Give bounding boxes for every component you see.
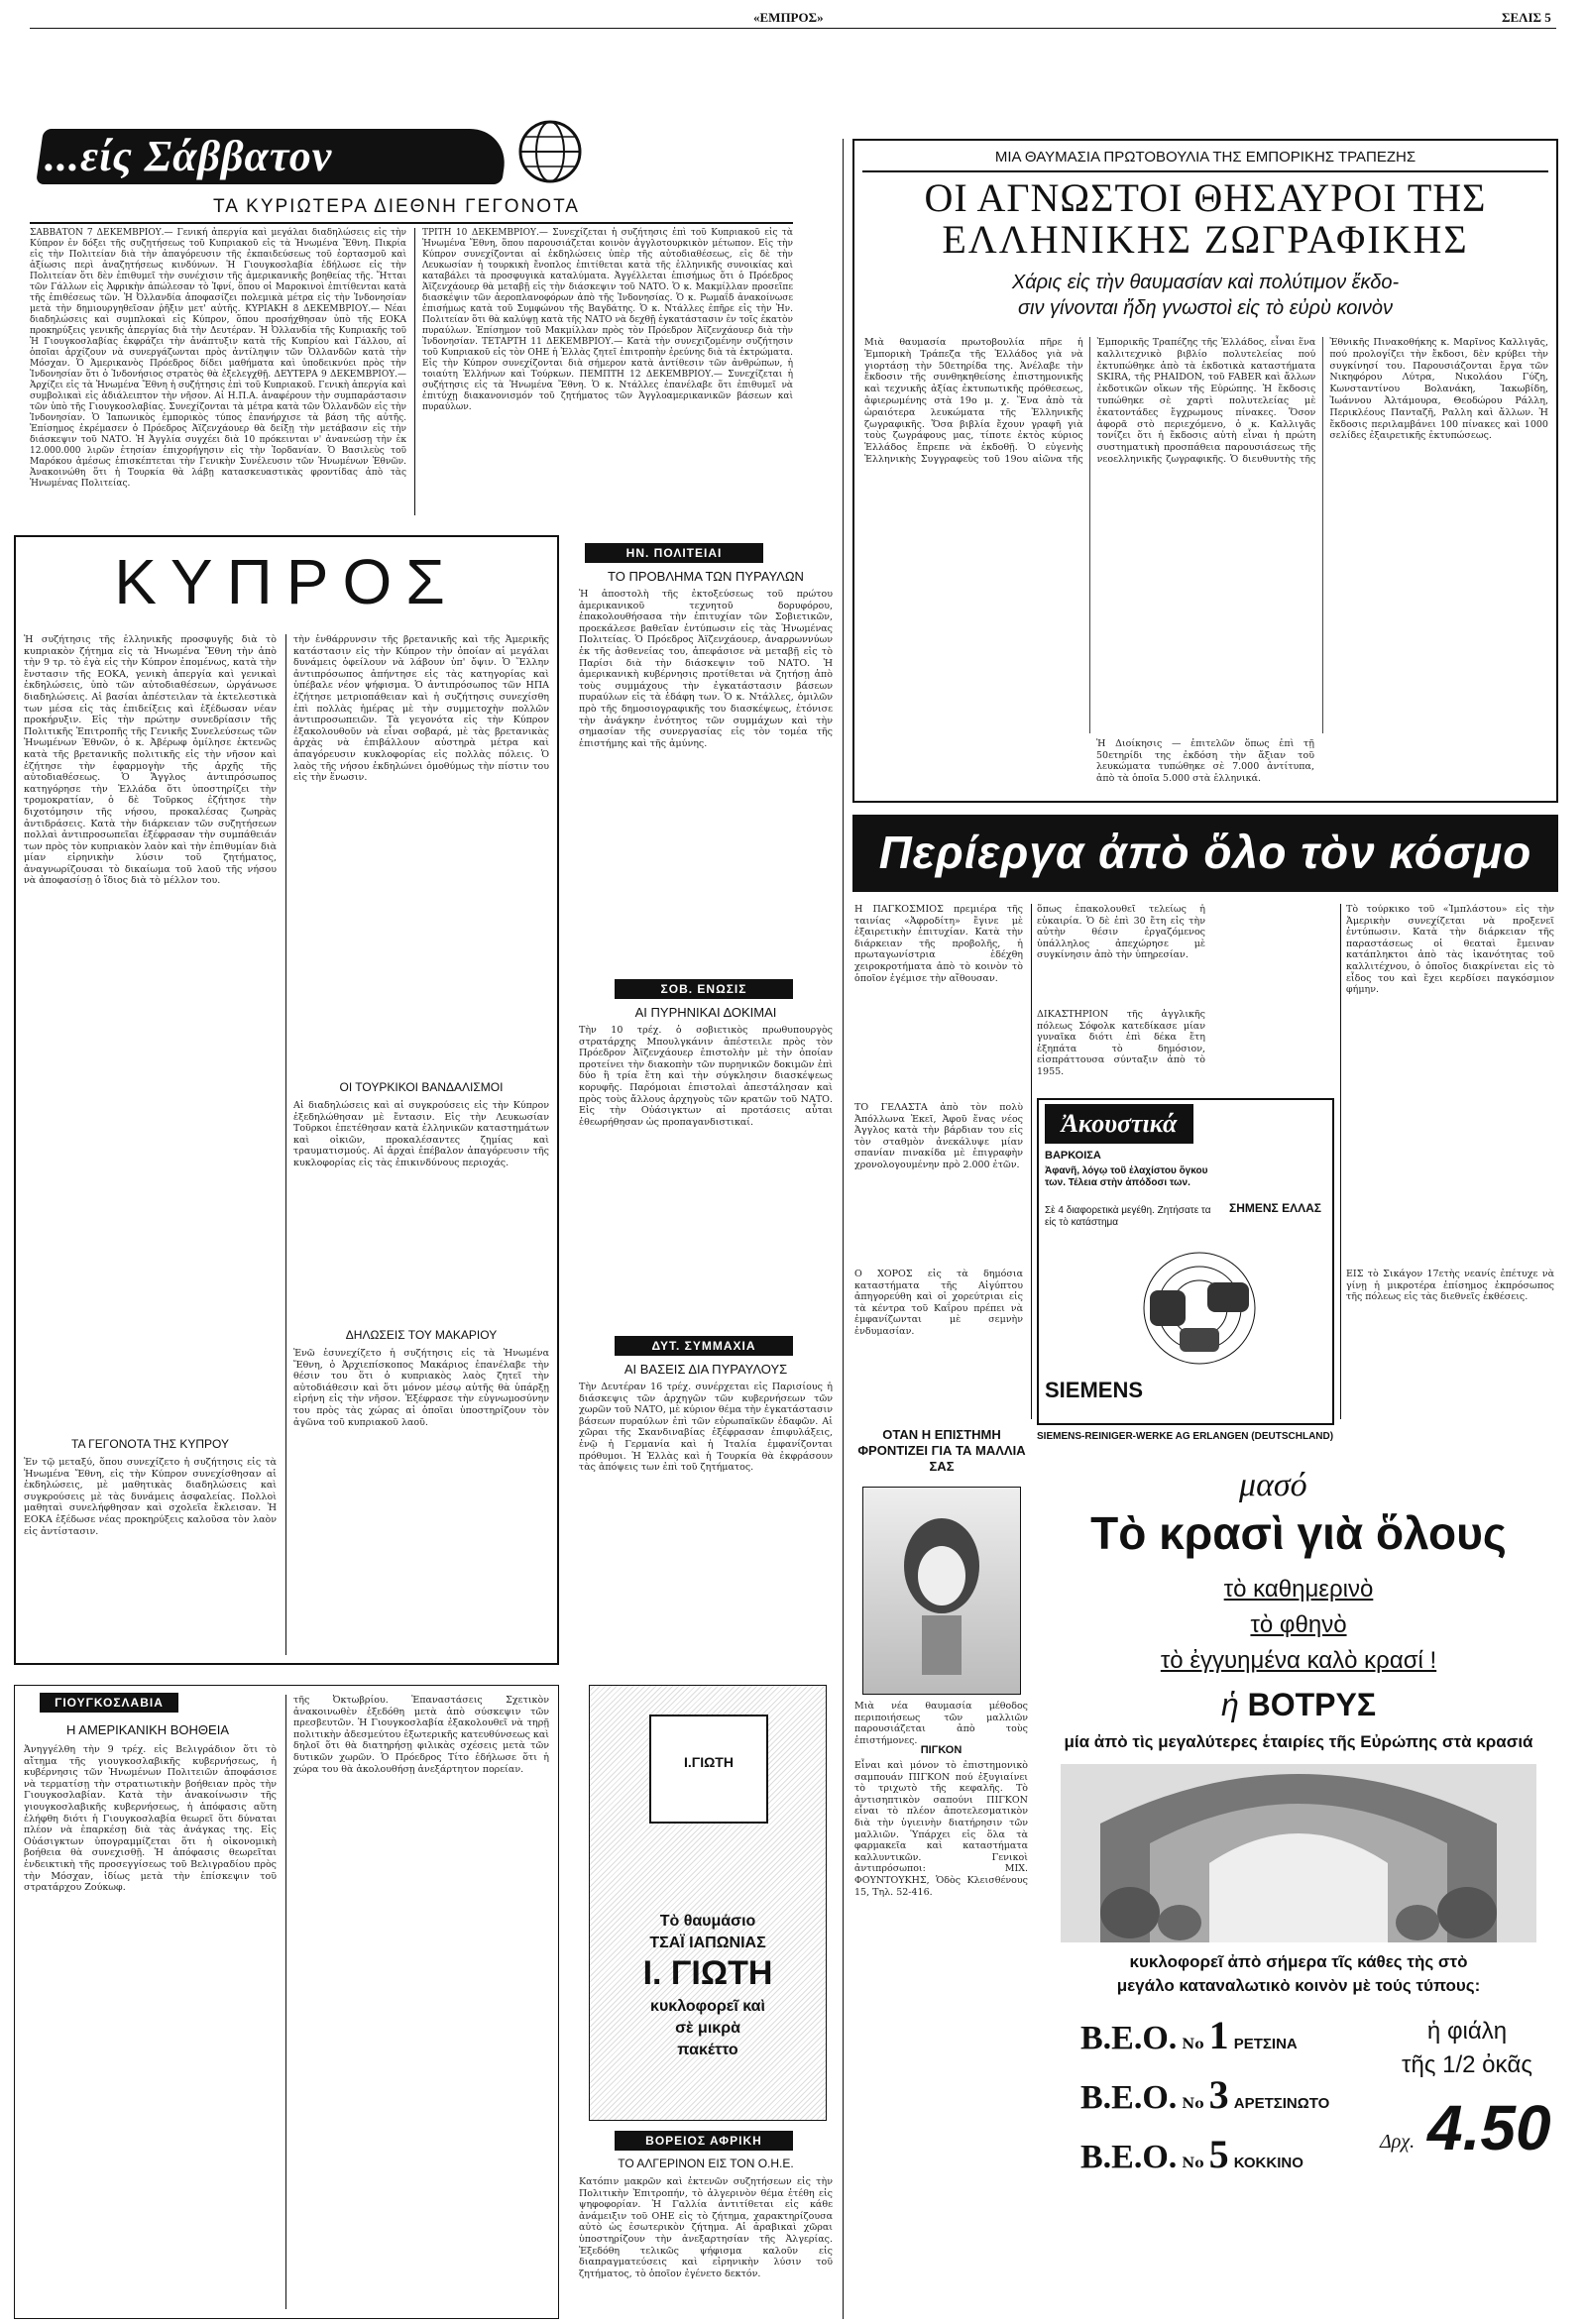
dyt-tag: ΔΥΤ. ΣΥΜΜΑΧΙΑ xyxy=(615,1336,793,1356)
algeria-tag: ΒΟΡΕΙΟΣ ΑΦΡΙΚΗ xyxy=(615,2131,793,2151)
woman-portrait-icon xyxy=(882,1506,1001,1675)
botrys-item-code: Β.Ε.Ο. xyxy=(1080,2079,1178,2116)
akoustika-store: ΣΗΜΕΝΣ ΕΛΛΑΣ xyxy=(1229,1201,1321,1215)
perierga-c1b: ΤΟ ΓΕΛΑΣΤΑ ἀπὸ τὸν πολὺ Ἀπόλλωνα Ἐκεῖ, Ἀφοῦ ἕνας νέος Ἀγγλος κατὰ τὴν βάρδιαν του εἰς τὸν σταθμὸν ἀνεκάλυψε μίαν σπανίαν πινακίδα μὲ ἐπιγραφὴν χρονολογουμένην πρὸ 2.000 ἐτῶν. xyxy=(854,1102,1023,1170)
botrys-item-name: ΚΟΚΚΙΝΟ xyxy=(1233,2155,1303,2171)
akoustika-l2: Σὲ 4 διαφορετικὰ μεγέθη. Ζητήσατε τα εἰς τὸ κατάστημα xyxy=(1045,1205,1211,1228)
sov-title: ΑΙ ΠΥΡΗΝΙΚΑΙ ΔΟΚΙΜΑΙ xyxy=(634,1005,777,1020)
botrys-l1: τὸ καθημερινὸ xyxy=(1223,1576,1374,1603)
siemens-brand: SIEMENS xyxy=(1045,1378,1144,1402)
perierga-c3b: ΕΙΣ τὸ Σικάγον 17ετὴς νεανίς ἐπέτυχε νὰ γίνῃ ἡ μικροτέρα ἐπίσημος ἐκπρόσωπος τῆς πόλεως εἰς τὰς διεθνεῖς ἐκθέσεις. xyxy=(1346,1269,1554,1303)
kypros-title: ΚΥΠΡΟΣ xyxy=(114,546,459,617)
botrys-item-1 xyxy=(1080,2012,1338,2055)
botrys-title: Τὸ κρασὶ γιὰ ὅλους xyxy=(1090,1507,1507,1559)
art-head1: ΟΙ ΑΓΝΩΣΤΟΙ ΘΗΣΑΥΡΟΙ ΤΗΣ xyxy=(924,175,1487,220)
paper-name: «ΕΜΠΡΟΣ» xyxy=(753,10,824,25)
pigkon-text: Εἶναι καὶ μόνον τὸ ἐπιστημονικὸ σαμπουάν ΠΙΓΚΟΝ πού ἐξυγιαίνει τὸ τριχωτὸ τῆς κεφαλῆς. Τὸ ἀντισηπτικὸν σαπούνι ΠΙΓΚΟΝ εἶναι τὸ πλέον ἀποτελεσματικὸν διὰ τὴν ὑγιεινὴν διατήρησιν τῶν μαλλιῶν. Ὑπάρχει εἰς ὅλα τὰ φαρμακεῖα καὶ καταστήματα καλλυντικῶν. Γενικοὶ ἀντιπρόσωποι: ΜΙΧ. ΦΟΥΝΤΟΥΚΗΣ, Ὁδὸς Κλεισθένους 15, Τηλ. 52-416. xyxy=(854,1760,1028,1898)
pigkon-head: ΠΙΓΚΟΝ xyxy=(920,1744,963,1756)
art-deck2: σιν γίνονται ἤδη γνωστοὶ εἰς τὸ εὐρὺ κοινὸν xyxy=(1018,297,1393,319)
art-kicker: ΜΙΑ ΘΑΥΜΑΣΙΑ ΠΡΩΤΟΒΟΥΛΙΑ ΤΗΣ ΕΜΠΟΡΙΚΗΣ ΤΡΑΠΕΖΗΣ xyxy=(994,149,1416,166)
art-text: Μιὰ θαυμασία πρωτοβουλία πῆρε ἡ Ἐμπορικὴ Τράπεζα τῆς Ἑλλάδος γιὰ νὰ γιορτάσῃ τὴν 50ετηρίδα της. Ἀνέλαβε τὴν ἔκδοσιν τῆς συνθηκηθείσης ἐπιστημονικῆς καὶ τεχνικῆς ἀξίας ἐκτυπωτικῆς πρόθεσεως, ἀφιερωμένης στὰ 19ο μ. χ. Ἕνα ἀπὸ τὰ ὡραιότερα λευκώματα τῆς Ἑλληνικῆς ζωγραφικῆς. Ὅσα βιβλία ἔχουν γραφῆ γιὰ τοὺς ζωγράφους μας, τίποτε ἐκτὸς κύριος Ἑλλάδος ἔπρεπε νὰ ἐκδοθῇ. Ὁ εὐγενὴς Ἑλληνικὴς Συγγραφεὺς τοῦ 19ου αἰῶνα τῆς Ἐμπορικῆς Τραπέζης τῆς Ἑλλάδος, εἶναι ἕνα καλλιτεχνικὸ βιβλίο πολυτελείας πού ἐκτυπώθηκε ἀπὸ τὰ ἐκδοτικὰ καταστήματα SKIRA, τῆς PHAIDON, τοῦ FABER καὶ ἄλλων ἐκδοτικῶν οἴκων τῆς Εὐρώπης. Ἡ ἔκδοσις τυπώθηκε σὲ χαρτὶ πολυτελείας μὲ ἑκατοντάδες ἔγχρωμους πίνακες. Ὅσον ἀφορᾶ στὸ περιεχόμενο, ὁ κ. Καλλιγᾶς τονίζει ὅτι ἡ ἔκδοσις αὐτὴ εἶναι ἡ πρώτη συστηματικὴ προσπάθεια παρουσιάσεως τῆς νεοελληνικῆς ζωγραφικῆς. Ὁ διευθυντὴς τῆς Ἐθνικῆς Πινακοθήκης κ. Μαρῖνος Καλλιγᾶς, πού προλογίζει τὴν ἔκδοσι, δὲν κρύβει τὴν συγκίνησί του. Παρουσιάζονται ἔργα τῶν Νικηφόρου Λύτρα, Νικολάου Γύζη, Κωνσταντίνου Βολανάκη, Ἰακωβίδη, Ἰωάννου Ἀλτάμουρα, Θεοδώρου Ράλλη, Περικλέους Πανταζῆ, Ραλλη καὶ ἄλλων. Ἡ ἔκδοσις περιλαμβάνει 100 πίνακες καὶ 1000 σελίδες ἐξαιρετικῆς ἐκτυπώσεως. xyxy=(864,337,1548,465)
botrys-item-no-label: Νο xyxy=(1182,2156,1204,2171)
nato-title: ΤΟ ΠΡΟΒΛΗΜΑ ΤΩΝ ΠΥΡΑΥΛΩΝ xyxy=(608,569,804,584)
hearing-aid-illustration xyxy=(1110,1249,1289,1368)
hair-caption-head: ΟΤΑΝ Η ΕΠΙΣΤΗΜΗ ΦΡΟΝΤΙΖΕΙ ΓΙΑ ΤΑ ΜΑΛΛΙΑ ΣΑΣ xyxy=(857,1427,1026,1474)
art-head2: ΕΛΛΗΝΙΚΗΣ ΖΩΓΡΑΦΙΚΗΣ xyxy=(942,217,1469,262)
yugo-text: Ἀνηγγέλθη τὴν 9 τρέχ. εἰς Βελιγράδιον ὅτι τὸ αἴτημα τῆς γιουγκοσλαβικῆς κυβερνήσεως, ἡ κυβέρνησις τῶν Ἡνωμένων Πολιτειῶν ἀποφάσισε νὰ τερματίσῃ τὴν στρατιωτικὴν βοήθειαν πρὸς τὴν Γιουγκοσλαβίαν. Κατὰ τὴν ἀνακοίνωσιν τῆς γιουγκοσλαβικῆς κυβερνήσεως, ἡ ἀπόφασις αὕτη ἐλήφθη διότι ἡ Γιουγκοσλαβία θεωρεῖ ὅτι δύναται πλέον νὰ ἐπαρκέσῃ διὰ τὰς ἀνάγκας της. Εἰς Οὐάσιγκτων ὑπογραμμίζεται ὅτι ἡ οἰκονομικὴ βοήθεια θὰ συνεχισθῇ. Ἡ ἀπόφασις θεωρεῖται ἐνδεικτικὴ τῆς προσεγγίσεως τοῦ Βελιγραδίου πρὸς τὴν Μόσχαν, ἰδίως μετὰ τὴν ἐπίσκεψιν τοῦ στρατάρχου Ζούκωφ. xyxy=(24,1744,277,1894)
kypros-col2: τὴν ἐνθάρρυνσιν τῆς βρετανικῆς καὶ τῆς Ἀμερικῆς κατάστασιν εἰς τὴν Κύπρον τὴν ὁποίαν αἱ μεγάλαι δυνάμεις ὀφείλουν νὰ λάβουν ὑπ' ὄψιν. Ὁ Ἕλλην ἀντιπρόσωπος ἀπήντησε εἰς τὰς κατηγορίας καὶ ὑπέβαλε νέον ψήφισμα. Ὁ ἀντιπρόσωπος τῶν ΗΠΑ ἐζήτησε μετριοπάθειαν καὶ ἡ συζήτησις συνεχίσθη ἐπὶ πολλὰς ἡμέρας μὲ τὴν συμμετοχὴν πολλῶν ἀντιπροσωπειῶν. Τὰ γεγονότα εἰς τὴν Κύπρον ἐξακολουθοῦν νὰ εἶναι σοβαρά, μὲ τὰς βρετανικὰς ἀρχὰς νὰ ἐπιβάλλουν αὐστηρὰ μέτρα καὶ ἀπαγόρευσιν κυκλοφορίας εἰς πολλὰς πόλεις. Ὁ λαὸς τῆς νήσου ἐκδηλώνει ὁμοθύμως τὴν πίστιν του εἰς τὴν ἕνωσιν. xyxy=(293,634,549,784)
yugo-tag: ΓΙΟΥΓΚΟΣΛΑΒΙΑ xyxy=(40,1693,178,1713)
perierga-div2 xyxy=(1340,904,1341,1419)
botrys-l3: τὸ ἐγγυημένα καλὸ κρασί ! xyxy=(1160,1647,1437,1674)
art-note: Ἡ Διοίκησις — ἐπιτελῶν ὅπως ἐπὶ τῇ 50ετηρίδι της ἐκδόση τὴν ἄξιαν τοῦ λευκώματα τυπώθηκε σὲ 7.000 ἀντίτυπα, ἀπὸ τὰ ὁποῖα 5.000 στὰ ἑλληνικά. xyxy=(1096,738,1314,784)
botrys-cta1: κυκλοφορεῖ ἀπὸ σήμερα τῖς κάθες τὴς στὸ xyxy=(1129,1952,1468,1971)
hair-caption: Μιὰ νέα θαυμασία μέθοδος περιποιήσεως τῶν μαλλιῶν παρουσιάζεται ἀπὸ τοὺς ἐπιστήμονες. xyxy=(854,1701,1028,1746)
botrys-script: μασό xyxy=(1239,1467,1307,1503)
dyt-text: Τὴν Δευτέραν 16 τρέχ. συνέρχεται εἰς Παρισίους ἡ διάσκεψις τῶν ἀρχηγῶν τῶν κυβερνήσεων τῶν χωρῶν τοῦ ΝΑΤΟ, μὲ κύριον θέμα τὴν ἐγκατάστασιν βάσεων πυραύλων ἐπὶ τῶν εὐρωπαϊκῶν ἐδαφῶν. Αἱ χῶραι τῆς Σκανδιναβίας ἐξέφρασαν ἐπιφυλάξεις, ἐνῷ ἡ Γερμανία καὶ ἡ Ἰταλία ἐμφανίζονται πρόθυμοι. Ἡ Ἑλλὰς καὶ ἡ Τουρκία θὰ ἐκφράσουν τὰς ἀπόψεις των ἐπὶ τοῦ ζητήματος. xyxy=(579,1382,833,1474)
perierga-c2: ὅπως ἐπακολουθεῖ τελείως ἡ εὐκαιρία. Ὁ δὲ ἐπὶ 30 ἔτη εἰς τὴν αὐτὴν θέσιν ἐργαζόμενος ὑπάλληλος ἀπεχώρησε μὲ συγκίνησιν ἀπὸ τὴν ὑπηρεσίαν. xyxy=(1037,904,1205,961)
siemens-footer: SIEMENS-REINIGER-WERKE AG ERLANGEN (DEUTSCHLAND) xyxy=(1037,1431,1334,1442)
perierga-c1c: Ο ΧΟΡΟΣ εἰς τὰ δημόσια καταστήματα τῆς Αἰγύπτου ἀπηγορεύθη καὶ οἱ χορεύτριαι εἰς τὰ κέντρα τοῦ Καΐρου πρέπει νὰ ἐμφανίζωνται μὲ σεμνὴν ἐνδυμασίαν. xyxy=(854,1269,1023,1337)
botrys-price: 4.50 xyxy=(1427,2092,1551,2163)
botrys-cta2: μεγάλο καταναλωτικὸ κοινὸν μὲ τούς τύπους: xyxy=(1116,1976,1481,1995)
sov-text: Τὴν 10 τρέχ. ὁ σοβιετικὸς πρωθυπουργὸς στρατάρχης Μπουλγκάνιν ἀπέστειλε πρὸς τὸν Πρόεδρον Ἀϊζενχάουερ ἐπιστολὴν μὲ τὴν ὁποίαν προτείνει τὴν διακοπὴν τῶν πυρηνικῶν δοκιμῶν ἐπὶ δύο ἢ τρία ἔτη καὶ τὴν σύγκλησιν διασκέψεως κορυφῆς. Παρόμοιαι ἐπιστολαὶ ἀπεστάλησαν καὶ πρὸς τοὺς ἄλλους ἀρχηγοὺς τῶν κρατῶν τοῦ ΝΑΤΟ. Εἰς τὴν Οὐάσιγκτων αἱ προτάσεις αὗται ἐθεωρήθησαν ὡς προπαγανδιστικαί. xyxy=(579,1025,833,1128)
akoustika-sub: ΒΑΡΚΟΙΣΑ xyxy=(1045,1150,1101,1162)
botrys-item-2 xyxy=(1080,2071,1358,2115)
algeria-text: Κατόπιν μακρῶν καὶ ἐκτενῶν συζητήσεων εἰς τὴν Πολιτικὴν Ἐπιτροπήν, τὸ ἀλγερινὸν θέμα ἐτέθη εἰς ψηφοφορίαν. Ἡ Γαλλία ἀντιτίθεται εἰς κάθε ἀνάμειξιν τοῦ ΟΗΕ εἰς τὸ ζήτημα, χαρακτηρίζουσα αὐτὸ ὡς ἐσωτερικὸν ζήτημα. Αἱ ἀραβικαὶ χῶραι ὑποστηρίζουν τὴν ἀνεξαρτησίαν τῆς Ἀλγερίας. Ἐξεδόθη τελικῶς ψήφισμα καλοῦν εἰς διαπραγματεύσεις καὶ εἰρηνικὴν λύσιν τοῦ ζητήματος, τὸ ὁποῖον ἐγένετο δεκτόν. xyxy=(579,2176,833,2279)
header-rule xyxy=(30,28,1556,29)
botrys-item-no: 5 xyxy=(1208,2132,1229,2176)
giotis-line1: Τὸ θαυμάσιο xyxy=(659,1913,756,1930)
botrys-item-name: ΡΕΤΣΙΝΑ xyxy=(1233,2036,1298,2052)
giotis-line3: κυκλοφορεῖ καὶ xyxy=(650,1998,765,2015)
algeria-title: ΤΟ ΑΛΓΕΡΙΝΟΝ ΕΙΣ ΤΟΝ Ο.Η.Ε. xyxy=(618,2157,794,2170)
botrys-item-no: 3 xyxy=(1208,2072,1229,2117)
giotis-brand: Ι. ΓΙΩΤΗ xyxy=(642,1954,773,1992)
botrys-brand-pre: ἡ xyxy=(1220,1687,1239,1722)
perierga-div1 xyxy=(1031,904,1032,1419)
nato-text: Ἡ ἀποστολὴ τῆς ἐκτοξεύσεως τοῦ πρώτου ἀμερικανικοῦ τεχνητοῦ δορυφόρου, ἐπακολουθήσασα τὴν ἐπιτυχίαν τῶν Σοβιετικῶν, προεκάλεσε βαθεῖαν ἐντύπωσιν εἰς τὰς Ἡνωμένας Πολιτείας. Ὁ Πρόεδρος Ἀϊζενχάουερ, ἀναρρωννύων ἐκ τῆς ἀσθενείας του, ἀπεφάσισε νὰ μεταβῇ εἰς τὸ Παρίσι διὰ τὴν διάσκεψιν τοῦ ΝΑΤΟ. Ἡ ἀμερικανικὴ κυβέρνησις προτίθεται νὰ ζητήσῃ ἀπὸ τοὺς συμμάχους τὴν ἐγκατάστασιν βάσεων πυραύλων εἰς τὰ ἐδάφη των. Ὁ κ. Ντάλλες, ὁμιλῶν πρὸ τῆς δημοσιογραφικῆς του διασκέψεως, ἐτόνισε τὴν ἀνάγκην ἑνότητος τῶν συμμάχων καὶ τὴν σημασίαν τῆς συνεργασίας εἰς τὸν τομέα τῆς ἐπιστήμης καὶ τῆς ἀμύνης. xyxy=(579,589,833,749)
perierga-c1: Η ΠΑΓΚΟΣΜΙΟΣ πρεμιέρα τῆς ταινίας «Ἀφροδίτη» ἔγινε μὲ ἐξαιρετικὴν ἐπιτυχίαν. Κατὰ τὴν διάρκειαν τῆς προβολῆς, ἡ πρωταγωνίστρια ἐδέχθη χειροκροτήματα ἀπὸ τὸ κοινὸν τὸ ὁποῖον ἐγέμισε τὴν αἴθουσαν. xyxy=(854,904,1023,984)
gegonota-text: Ἐν τῷ μεταξύ, ὅπου συνεχίζετο ἡ συζήτησις εἰς τὰ Ἡνωμένα Ἔθνη, εἰς τὴν Κύπρον συνεχίσθησαν αἱ ἐκδηλώσεις, μὲ μαθητικὰς διαδηλώσεις καὶ συγκρούσεις μὲ τὰς δυνάμεις ἀσφαλείας. Πολλοὶ μαθηταὶ συνελήφθησαν καὶ σχολεῖα ἔκλεισαν. Ἡ ΕΟΚΑ ἐξέδωσε νέας προκηρύξεις καλοῦσα τὸν λαὸν εἰς ἀντίστασιν. xyxy=(24,1457,277,1537)
perierga-banner-title: Περίεργα ἀπὸ ὅλο τὸν κόσμο xyxy=(878,827,1532,878)
page-number: ΣΕΛΙΣ 5 xyxy=(1502,10,1551,25)
botrys-item-code: Β.Ε.Ο. xyxy=(1080,2020,1178,2056)
sabbaton-right-text: ΤΡΙΤΗ 10 ΔΕΚΕΜΒΡΙΟΥ.— Συνεχίζεται ἡ συζήτησις ἐπὶ τοῦ Κυπριακοῦ εἰς τὰ Ἡνωμένα Ἔθνη, ὅπου παρουσιάζεται κοινὸν ἀγγλοτουρκικὸν μέτωπον. Εἰς τὴν Κύπρον συνεχίζονται αἱ ἐκδηλώσεις ὑπὲρ τῆς αὐτοδιαθέσεως, εἰς δὲ τὴν Λευκωσίαν ἡ τουρκικὴ ἔνοπλος ἐπιτίθεται κατὰ τῆς ἑλληνικῆς συνοικίας καὶ καταβάλει τὰ προσφυγικὰ καταλύματα. Ἀγγέλλεται ἐπισήμως ὅτι ὁ Πρόεδρος Ἀϊζενχάουερ θὰ μεταβῇ εἰς τὴν διάσκεψιν τοῦ ΝΑΤΟ. Ὁ κ. Μακμίλλαν προσεῖπε διασκέψιν τῶν ἀεροπλανοφόρων ἀπὸ τῆς Ἰνδονησίας. Ὁ κ. Ρωμαΐδ ἀνακοίνωσε ἐπισήμως κατὰ τοῦ Συμφώνου τῆς Βαγδάτης. Ὁ κ. Ντάλλες ἐπῆρε εἰς τὴν Ἡν. Πολιτείαν ὅτι θὰ καλύψῃ κατὰ τῆς ΝΑΤΟ νὰ δεχθῇ ἐγκατάστασιν ἐν τοῖς ἑκατὸν πυραύλων. Ἐπίσημον τοῦ Μακμίλλαν πρὸς τὸν Πρόεδρον Ἀϊζενχάουερ διὰ τὴν Ἰνδονησίαν. ΤΕΤΑΡΤΗ 11 ΔΕΚΕΜΒΡΙΟΥ.— Κατὰ τὴν συνεχιζομένην συζήτησιν τοῦ Κυπριακοῦ εἰς τὸν ΟΗΕ ἡ Ἑλλὰς ζητεῖ ἐπιτροπὴν ἐρεύνης διὰ τὰ ἐκτρώματα. Εἰς τὴν Κύπρον συνεχίζονται διὰ σήμερον κατὰ ἀντίθεσιν τῶν ἀνθρώπων, ἡ τοιαύτη Ἑλλήνων καὶ Τούρκων. ΠΕΜΠΤΗ 12 ΔΕΚΕΜΒΡΙΟΥ.— Συνεχίζεται ἡ συζήτησις εἰς τὰ Ἡνωμένα Ἔθνη. Ὁ κ. Ντάλλες ἐπανέλαβε ὅτι ἐπιθυμεῖ νὰ ἐπιτύχῃ διακανονισμόν τοῦ ζητήματος τῶν Ἀγγλοαμερικανικῶν βάσεων καὶ πυραύλων. xyxy=(422,228,793,412)
art-kicker-rule xyxy=(862,170,1548,172)
botrys-price-prefix: Δρχ. xyxy=(1380,2131,1416,2153)
kypros-divider xyxy=(285,634,286,1655)
giotis-line4: σὲ μικρὰ xyxy=(675,2020,740,2037)
nato-tag: ΗΝ. ΠΟΛΙΤΕΙΑΙ xyxy=(585,543,763,563)
sabbaton-divider xyxy=(414,228,415,515)
botrys-item-code: Β.Ε.Ο. xyxy=(1080,2139,1178,2175)
kypros-col1: Ἡ συζήτησις τῆς ἑλληνικῆς προσφυγῆς διὰ τὸ κυπριακὸν ζήτημα εἰς τὰ Ἡνωμένα Ἔθνη τὴν ἀπὸ τὴν 9 τρ. τὸ ἑγὰ εἰς τὴν Κύπρον ἐπομένως, κατὰ τὴν ἔνστασιν τῆς ΕΟΚΑ, γενικὴ ἀπεργία καὶ γενικαὶ ἐκδηλώσεις, ὑπὸ τῶν αὐτοδιαθέσεων, ὠργάνωσε διαδηλώσεις. Αἱ βασίαι ἀπέστειλαν τὰ ἐκτελεστικὰ των μέσα εἰς τὰς ἐπιδείξεις καὶ ἐξέδωσαν νέαν προκήρυξιν. Εἰς τὴν πρώτην συνεδρίασιν τῆς Πολιτικῆς Ἐπιτροπῆς τῆς Γενικῆς Συνελεύσεως τῶν Ἡνωμένων Ἐθνῶν, ὁ κ. Ἀβέρωφ ὁμίλησε ἐκτενῶς κατὰ τῆς βρετανικῆς πολιτικῆς εἰς τὴν νῆσον καὶ ἐζήτησε τὴν ἐφαρμογὴν τῆς ἀρχῆς τῆς αὐτοδιαθέσεως. Ὁ Ἄγγλος ἀντιπρόσωπος κατηγόρησε τὴν Ἑλλάδα ὅτι ὑποστηρίζει τὴν τρομοκρατίαν, ὁ δὲ Τοῦρκος ἐζήτησε τὴν διχοτόμησιν τῆς νήσου, προκαλέσας ζωηρὰς ἀντιδράσεις. Κατὰ τὴν διάρκειαν τῶν συζητήσεων πολλαὶ ἀντιπροσωπεῖαι ἐξέφρασαν τὴν συμπάθειάν των πρὸς τὸν κυπριακὸν λαὸν καὶ τὴν ἐπιθυμίαν διὰ μίαν εἰρηνικὴν λύσιν τοῦ ζητήματος, ἀναγνωρίζουσαι τὸ δικαίωμα τοῦ λαοῦ τῆς νήσου νὰ ἀποφασίσῃ ὁ ἴδιος διὰ τὸ μέλλον του. xyxy=(24,634,277,887)
botrys-item-no: 1 xyxy=(1208,2013,1229,2057)
tourkikoi-head: ΟΙ ΤΟΥΡΚΙΚΟΙ ΒΑΝΔΑΛΙΣΜΟΙ xyxy=(339,1080,504,1094)
makarios-text: Ἐνῶ ἐσυνεχίζετο ἡ συζήτησις εἰς τὰ Ἡνωμένα Ἔθνη, ὁ Ἀρχιεπίσκοπος Μακάριος ἐπανέλαβε τὴν θέσιν του ὅτι ὁ κυπριακὸς λαὸς ζητεῖ τὴν αὐτοδιάθεσιν καὶ ὅτι μόνον μέσῳ αὐτῆς θὰ ὑπάρξῃ εἰρήνη εἰς τὴν νῆσον. Ἐξέφρασε τὴν εὐγνωμοσύνην του πρὸς τὰς χώρας αἱ ὁποῖαι ὑποστηρίζουν τὸν ἀγῶνα τοῦ κυπριακοῦ λαοῦ. xyxy=(293,1348,549,1428)
botrys-item-no-label: Νο xyxy=(1182,2096,1204,2112)
globe-icon xyxy=(515,117,585,186)
botrys-tagline: μία ἀπὸ τὶς μεγαλύτερες ἑταιρίες τῆς Εὐρώπης στὰ κρασιά xyxy=(1064,1732,1533,1751)
wine-cellar-illustration xyxy=(1061,1764,1536,1942)
sabbaton-rule xyxy=(30,222,793,224)
botrys-item-name: ΑΡΕΤΣΙΝΩΤΟ xyxy=(1233,2095,1330,2112)
botrys-price-label2: τῆς 1/2 ὀκᾶς xyxy=(1402,2051,1532,2078)
akoustika-l1: Ἀφανῆ, λόγῳ τοῦ ἐλαχίστου ὄγκου των. Τέλεια στὴν ἀπόδοσι των. xyxy=(1045,1165,1208,1188)
botrys-price-label1: ἡ φιάλη xyxy=(1426,2018,1508,2045)
art-deck1: Χάρις εἰς τὴν θαυμασίαν καὶ πολύτιμον ἔκδο- xyxy=(1011,272,1400,293)
sabbaton-banner-title: ...είς Σάββατον xyxy=(45,132,333,180)
makarios-head: ΔΗΛΩΣΕΙΣ ΤΟΥ ΜΑΚΑΡΙΟΥ xyxy=(345,1328,498,1342)
gegonota-head: ΤΑ ΓΕΓΟΝΟΤΑ ΤΗΣ ΚΥΠΡΟΥ xyxy=(71,1437,229,1451)
botrys-l2: τὸ φθηνὸ xyxy=(1250,1611,1347,1638)
botrys-item-no-label: Νο xyxy=(1182,2037,1204,2052)
perierga-c3: Τὸ τούρκικο τοῦ «Ἰμπλάστου» εἰς τὴν Ἀμερικὴν συνεχίζεται νὰ προξενεῖ ἐντύπωσιν. Κατὰ τὴν διάρκειαν τῆς παραστάσεως οἱ θεαταὶ ἔμειναν κατάπληκτοι ἀπὸ τὰς ἱκανότητας τοῦ καλλιτέχνου, ὁ ὁποῖος διακρίνεται εἰς τὸ εἶδος του καὶ ἔχει κερδίσει παγκόσμιον φήμην. xyxy=(1346,904,1554,996)
sov-tag: ΣΟΒ. ΕΝΩΣΙΣ xyxy=(615,979,793,999)
botrys-brand: ΒΟΤΡΥΣ xyxy=(1247,1687,1377,1722)
giotis-line2: ΤΣΑΪ ΙΑΠΩΝΙΑΣ xyxy=(649,1935,766,1951)
akoustika-title: Ἀκουστικά xyxy=(1045,1104,1193,1144)
botrys-brand-line xyxy=(1041,1687,1556,1723)
dyt-title: ΑΙ ΒΑΣΕΙΣ ΔΙΑ ΠΥΡΑΥΛΟΥΣ xyxy=(623,1362,788,1377)
giotis-box-brand: Ι.ΓΙΩΤΗ xyxy=(684,1754,734,1770)
sabbaton-subtitle: ΤΑ ΚΥΡΙΩΤΕΡΑ ΔΙΕΘΝΗ ΓΕΓΟΝΟΤΑ xyxy=(213,196,580,217)
botrys-item-3 xyxy=(1080,2131,1358,2174)
yugo-text2: τῆς Ὀκτωβρίου. Ἐπαναστάσεις Σχετικὸν ἀνακοινωθὲν ἐξεδόθη μετὰ ἀπὸ σύσκεψιν τῶν πρεσβευτῶν. Ἡ Γιουγκοσλαβία ἐξακολουθεῖ νὰ τηρῇ πολιτικὴν ἀδεσμεύτου ἐξωτερικῆς κατευθύνσεως καὶ δηλοῖ ὅτι θὰ διατηρήσῃ φιλικὰς σχέσεις μετὰ τῶν δυτικῶν χωρῶν. Ὁ Πρόεδρος Τίτο ἐδήλωσε ὅτι ἡ χώρα του θὰ ἀκολουθήσῃ ἀνεξάρτητον πορείαν. xyxy=(293,1695,549,1775)
tourkikoi-text: Αἱ διαδηλώσεις καὶ αἱ συγκρούσεις εἰς τὴν Κύπρον ἐξεδηλώθησαν μὲ ἔντασιν. Εἰς τὴν Λευκωσίαν Τοῦρκοι ἐπετέθησαν κατὰ ἑλληνικῶν καταστημάτων καὶ οἰκιῶν, προκαλέσαντες ζημίας καὶ τραυματισμούς. Αἱ ἀρχαὶ ἐπέβαλον ἀπαγόρευσιν τῆς κυκλοφορίας εἰς τὰς ἐπικινδύνους περιοχάς. xyxy=(293,1100,549,1168)
yugo-title: Η ΑΜΕΡΙΚΑΝΙΚΗ ΒΟΗΘΕΙΑ xyxy=(66,1722,229,1737)
giotis-line5: πακέττο xyxy=(677,2042,738,2058)
center-rule xyxy=(843,139,844,2319)
yugo-divider xyxy=(285,1695,286,2309)
sabbaton-left-text: ΣΑΒΒΑΤΟΝ 7 ΔΕΚΕΜΒΡΙΟΥ.— Γενική ἀπεργία καὶ μεγάλαι διαδηλώσεις εἰς τὴν Κύπρον ἐν δόξει τῆς συζητήσεως τοῦ Κυπριακοῦ εἰς τὰ Ἡνωμένα Ἔθνη. Πικρία εἰς τὴν Πολιτείαν διὰ τὴν ἀπαγόρευσιν τῆς ἐκπαιδεύσεως τοῦ ἑορτασμοῦ καὶ ἀξίωσις περὶ ἀναζητήσεως κινδύνων. Ἡ Γιουγκοσλαβία ἐδήλωσε εἰς τὴν Πολιτείαν ὅτι δὲν ἐπιθυμεῖ τὴν συνέχισιν τῆς ἀμερικανικῆς βοηθείας τῆς. Ἤτται τῶν Γάλλων εἰς Ἀφρικὴν ἀπώλεσαν τὸ Ἰφνί, ὅπου οἱ Μαροκινοὶ ἐπιτίθενται κατὰ τῆς ἐπιθέσεως τῶν. Ἡ Ὀλλανδία ἀποφασίζει πολεμικὰ μέτρα εἰς τὴν Ἰνδονησίαν μετὰ τὴν δημιουργηθεῖσαν ῥῆξιν μετ' αὐτῆς. ΚΥΡΙΑΚΗ 8 ΔΕΚΕΜΒΡΙΟΥ.— Νέαι διαδηλώσεις καὶ συμπλοκαὶ εἰς Κύπρον, ὅπου προσήχθησαν ὑπὸ τῆς ΕΟΚΑ προκηρύξεις γενικῆς ἀπεργίας διὰ τὴν Δευτέραν. Ἡ Ὀλλανδία τῆς Κυπριακῆς τοῦ Ἡ Γιουγκοσλαβίας ἐκφράζει τὴν ἀνάπτυξιν κατὰ τῆς Κυπρίου καὶ Γάλλου, αἱ ὁποῖαι ἀρχίζουν νὰ συνεργάζωνται πρὸς ἀντίληψιν τῶν Ὀλλανδῶν κατὰ τὴν Μόσχαν. Ὁ Ἀμερικανὸς Πρόεδρος δίδει μαθήματα καὶ ὑποδεικνύει πρὸς τὴν Ἰνδονησίαν ὅτι ὁ Ἰνδονήσιος στρατὸς θὰ ἐξελεγχθῇ. ΔΕΥΤΕΡΑ 9 ΔΕΚΕΜΒΡΙΟΥ.— Ἀρχίζει εἰς τὰ Ἡνωμένα Ἔθνη ἡ συζήτησις ἐπὶ τοῦ Κυπριακοῦ. Γενικὴ ἀπεργία καὶ συμβολικαὶ εἰς ἀδιάλειπτον τὴν νῆσον. Αἱ Η.Π.Α. ἀναφέρουν τὴν συμπαράστασιν τῶν ὑπὸ τῆς Γιουγκοσλαβίας. Συνεχίζονται τὰ μέτρα κατὰ τῶν Ὀλλανδῶν εἰς τὴν Ἰνδονησίαν. Ὁ Ἰαπωνικὸς ἐμπορικὸς τύπος ἐπανήρχισε τὰ βάση τῆς αὐτῆς. Ἐπίσημος ἐκρέμασεν ὁ Πρόεδρος Ἀϊζενχάουερ θὰ δείξῃ τὴν μετάβασιν εἰς τὴν διάσκεψιν τοῦ ΝΑΤΟ. Ἡ Ἀγγλία συγχέει διὰ 10 πρόκεινται ν' ἀνανεώσῃ τὴν ἐκ 12.000.000 λιρῶν ἐτησίαν ἐπιχορήγησιν εἰς τὴν Ἰορδανίαν. Ὁ Βασιλεὺς τοῦ Μαρόκου ἀμέσως ἐπισκέπτεται τὴν Γενικὴν Συνέλευσιν τῶν Ἡνωμένων Ἐθνῶν. Ἀνακοινώθη ὅτι ἡ Τουρκία θὰ λάβῃ κατασκευαστικὰς φροντίδας ἀπὸ τὰς Ἡνωμένας Πολιτείας. xyxy=(30,228,406,489)
perierga-c2b: ΔΙΚΑΣΤΗΡΙΟΝ τῆς ἀγγλικῆς πόλεως Σόφολκ κατεδίκασε μίαν γυναῖκα διότι ἐπὶ δέκα ἔτη ἐξηπάτα τὸ δημόσιον, εἰσπράττουσα σύνταξιν ἀπὸ τὸ 1955. xyxy=(1037,1009,1205,1077)
